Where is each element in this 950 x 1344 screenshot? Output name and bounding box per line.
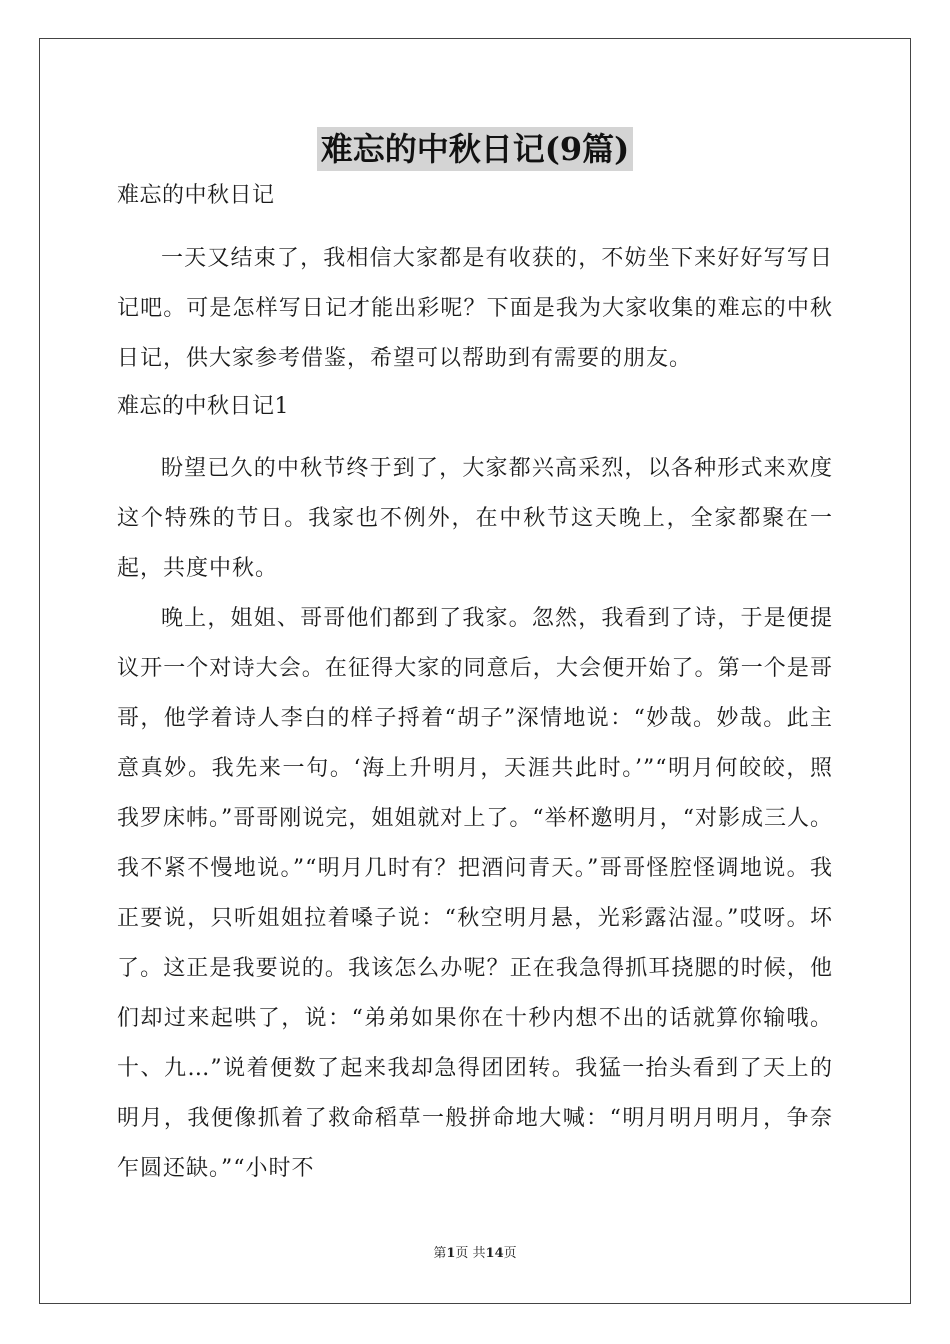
body-paragraph-2: 晚上，姐姐、哥哥他们都到了我家。忽然，我看到了诗，于是便提议开一个对诗大会。在征得大家的同意后，大会便开始了。第一个是哥哥，他学着诗人李白的样子捋着“胡子”深情地说：“妙哉。妙哉。此主意真妙。我先来一句。‘海上升明月，天涯共此时。’”“明月何皎皎，照我罗床帏。”哥哥刚说完，姐姐就对上了。“举杯邀明月，“对影成三人。我不紧不慢地说。”“明月几时有？把酒问青天。”哥哥怪腔怪调地说。我正要说，只听姐姐拉着嗓子说：“秋空明月悬，光彩露沾湿。”哎呀。坏了。这正是我要说的。我该怎么办呢？正在我急得抓耳挠腮的时候，他们却过来起哄了，说：“弟弟如果你在十秒内想不出的话就算你输哦。十、九…”说着便数了起来我却急得团团转。我猛一抬头看到了天上的明月，我便像抓着了救命稻草一般拼命地大喊：“明月明月明月，争奈乍圆还缺。”“小时不 [117,606,833,1181]
body-paragraph-1: 盼望已久的中秋节终于到了，大家都兴高采烈，以各种形式来欢度这个特殊的节日。我家也不例外，在中秋节这天晚上，全家都聚在一起，共度中秋。 [117,456,833,581]
section-heading: 难忘的中秋日记1 [117,394,289,419]
intro-heading: 难忘的中秋日记 [117,183,275,208]
footer-page-total: 14 [485,1246,504,1261]
intro-paragraph: 一天又结束了，我相信大家都是有收获的，不妨坐下来好好写写日记吧。可是怎样写日记才能出彩呢？下面是我为大家收集的难忘的中秋日记，供大家参考借鉴，希望可以帮助到有需要的朋友。 [117,246,833,371]
page-footer [0,1245,950,1263]
document-title: 难忘的中秋日记(9篇) [317,127,634,171]
footer-page-suffix: 页 [503,1246,517,1261]
footer-page-prefix: 第 [433,1246,447,1261]
document-body [117,176,833,1194]
title-container [0,127,950,171]
footer-page-current: 1 [446,1246,456,1261]
footer-page-mid: 页 共 [455,1246,486,1261]
